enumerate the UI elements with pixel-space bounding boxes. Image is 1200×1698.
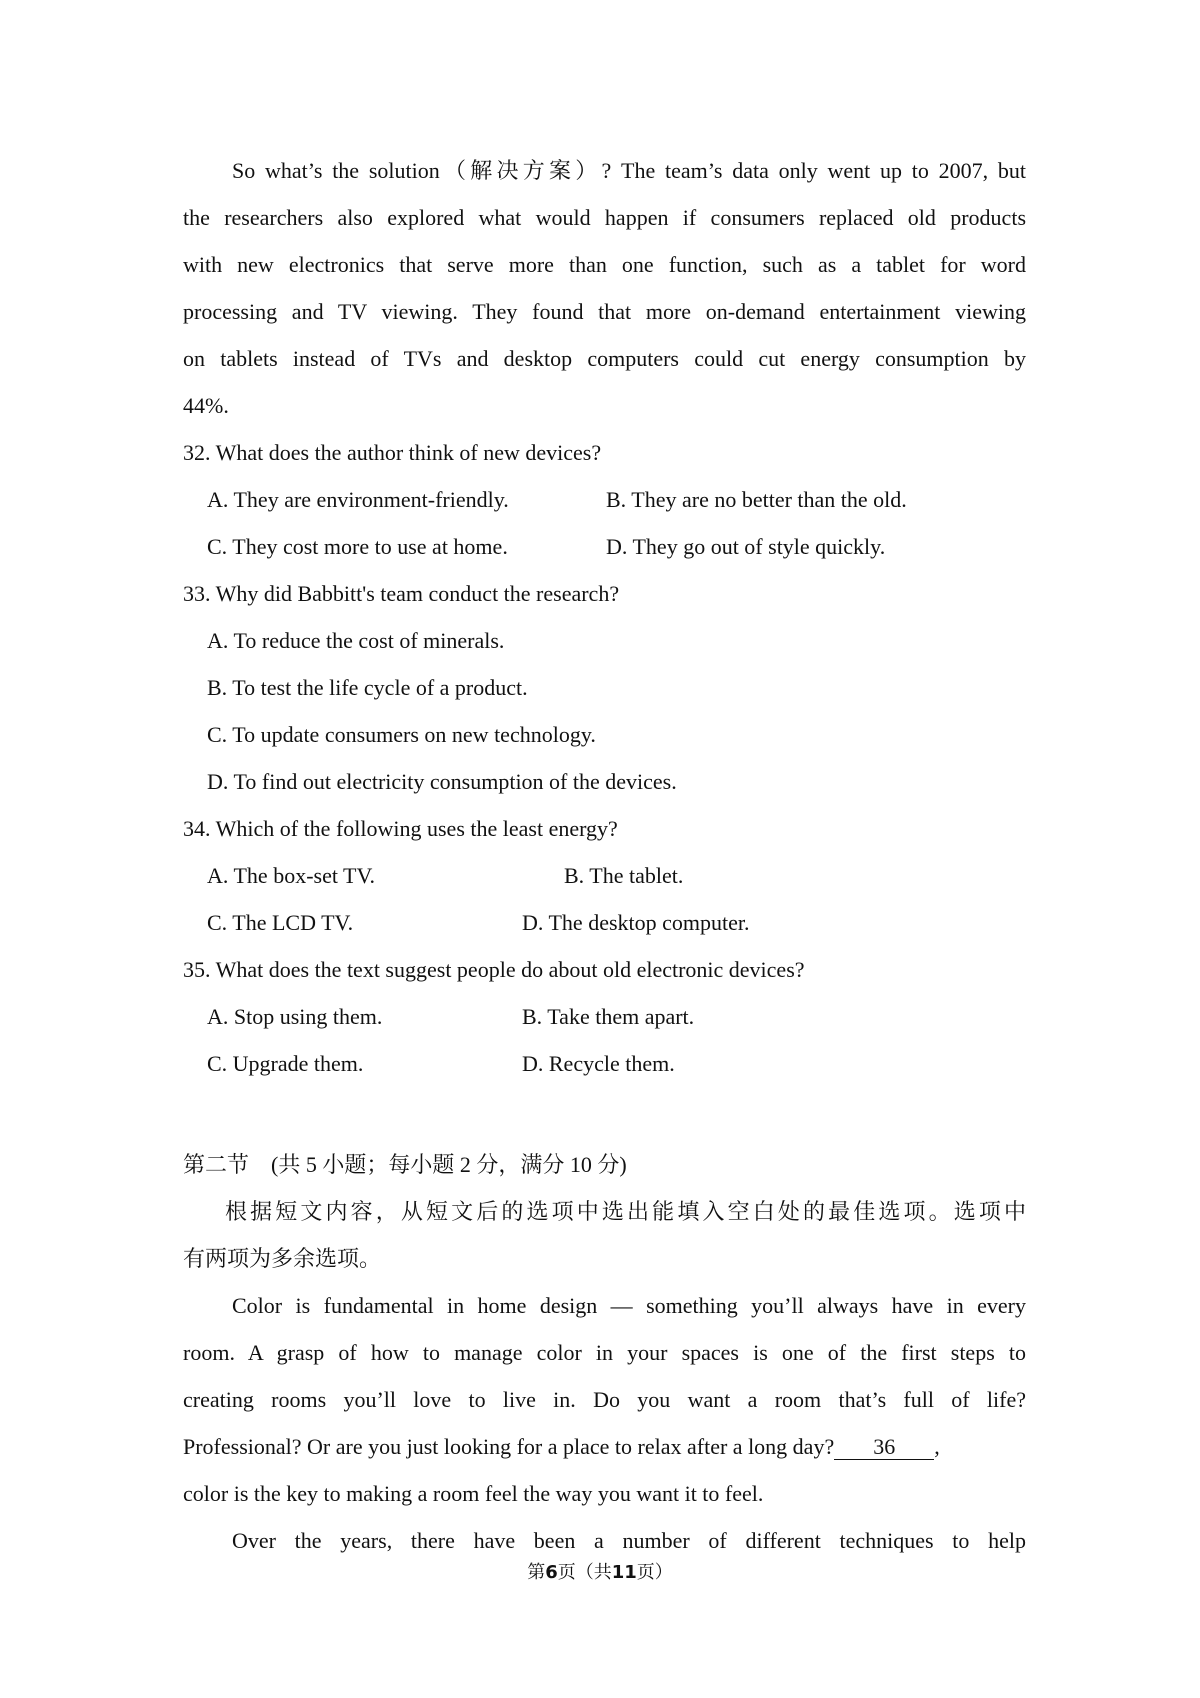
passage1-line-6: 44%.	[183, 393, 229, 418]
section-2-heading: 第二节 (共 5 小题；每小题 2 分，满分 10 分)	[183, 1152, 627, 1177]
question-34-option-a: A. The box-set TV.	[207, 863, 376, 888]
passage2-line-4-comma: ,	[934, 1434, 940, 1459]
passage1-line-1: So what’s the solution（解决方案）? The team’s data only went up to 2007, but	[232, 158, 1026, 183]
question-32-option-d: D. They go out of style quickly.	[606, 534, 886, 559]
question-32-stem: 32. What does the author think of new devices?	[183, 440, 602, 465]
passage2-line-2: room. A grasp of how to manage color in your spaces is one of the first steps to	[183, 1340, 1026, 1365]
footer-mid: 页（共	[557, 1562, 612, 1583]
question-33-option-b: B. To test the life cycle of a product.	[207, 675, 528, 700]
passage2-line-5: color is the key to making a room feel the way you want it to feel.	[183, 1481, 764, 1506]
question-35-option-b: B. Take them apart.	[522, 1004, 695, 1029]
passage2-line-6: Over the years, there have been a number of different techniques to help	[232, 1528, 1026, 1553]
question-35-option-c: C. Upgrade them.	[207, 1051, 364, 1076]
question-33-option-d: D. To find out electricity consumption of the devices.	[207, 769, 677, 794]
footer-suffix: 页）	[636, 1562, 673, 1583]
question-34-option-c: C. The LCD TV.	[207, 910, 354, 935]
question-33-option-c: C. To update consumers on new technology.	[207, 722, 596, 747]
question-32-option-c: C. They cost more to use at home.	[207, 534, 508, 559]
passage1-line-2: the researchers also explored what would happen if consumers replaced old products	[183, 205, 1026, 230]
question-35-stem: 35. What does the text suggest people do about old electronic devices?	[183, 957, 805, 982]
passage1-line-4: processing and TV viewing. They found that more on-demand entertainment viewing	[183, 299, 1026, 324]
question-34-option-d: D. The desktop computer.	[522, 910, 750, 935]
footer-page-number: 6	[545, 1562, 558, 1583]
footer-prefix: 第	[527, 1562, 546, 1583]
passage2-line-4	[183, 1432, 1026, 1462]
page-footer	[0, 1561, 1200, 1585]
passage2-line-4-text: Professional? Or are you just looking for a place to relax after a long day?	[183, 1434, 835, 1459]
question-34-option-b: B. The tablet.	[564, 863, 684, 888]
blank-36: 36	[834, 1435, 934, 1460]
question-35-option-d: D. Recycle them.	[522, 1051, 675, 1076]
footer-total-pages: 11	[611, 1562, 637, 1583]
passage2-line-1: Color is fundamental in home design — something you’ll always have in every	[232, 1293, 1026, 1318]
section-2-instruction-line-2: 有两项为多余选项。	[183, 1246, 382, 1271]
question-32-option-a: A. They are environment-friendly.	[207, 487, 509, 512]
question-35-option-a: A. Stop using them.	[207, 1004, 383, 1029]
passage1-line-3: with new electronics that serve more than one function, such as a tablet for word	[183, 252, 1026, 277]
passage1-line-5: on tablets instead of TVs and desktop computers could cut energy consumption by	[183, 346, 1026, 371]
section-2-instruction-line-1: 根据短文内容，从短文后的选项中选出能填入空白处的最佳选项。选项中	[225, 1199, 1026, 1224]
question-32-option-b: B. They are no better than the old.	[606, 487, 907, 512]
passage2-line-3: creating rooms you’ll love to live in. Do you want a room that’s full of life?	[183, 1387, 1026, 1412]
question-33-stem: 33. Why did Babbitt's team conduct the research?	[183, 581, 620, 606]
question-34-stem: 34. Which of the following uses the least energy?	[183, 816, 618, 841]
question-33-option-a: A. To reduce the cost of minerals.	[207, 628, 505, 653]
